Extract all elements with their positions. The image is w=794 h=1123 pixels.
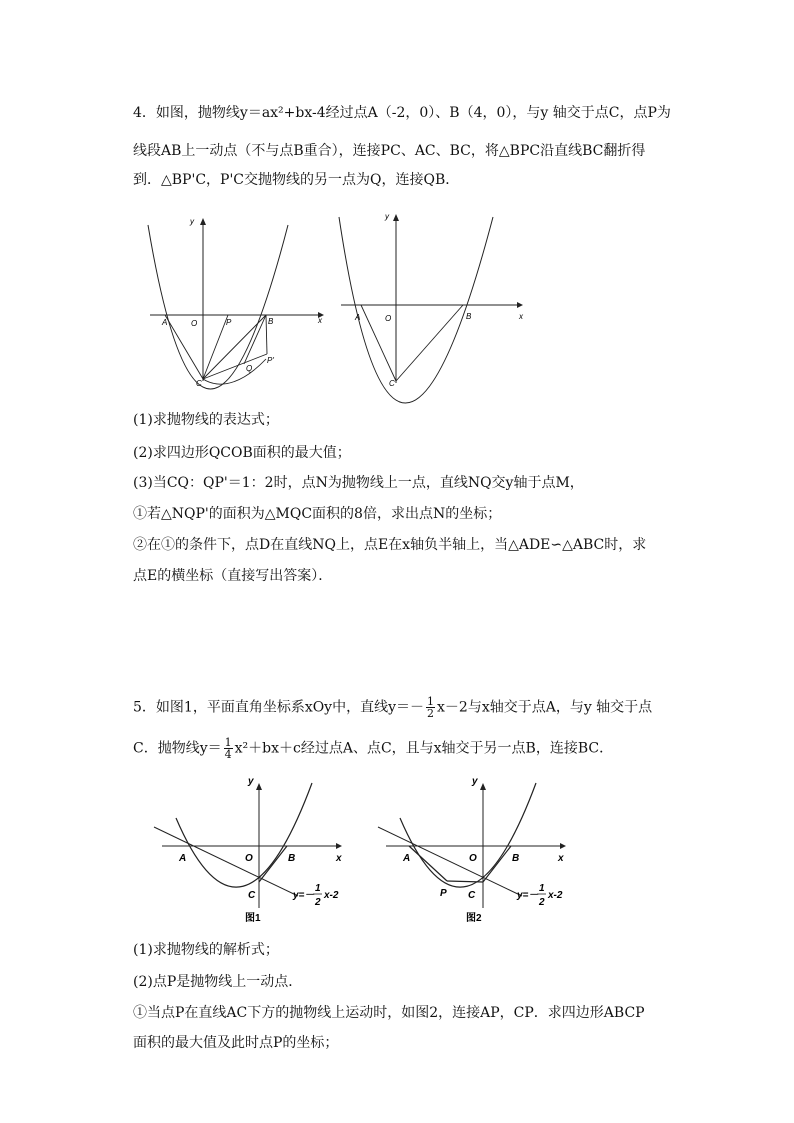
segment-AC — [165, 315, 203, 379]
label-C: C — [196, 379, 202, 388]
q5-line-1 — [133, 696, 652, 719]
figure-2-caption: 图2 — [466, 913, 482, 924]
q4-sub-2: (2)求四边形QCOB面积的最大值； — [133, 445, 351, 461]
line-equation-b: x-2 — [324, 890, 339, 901]
y-axis-arrow — [256, 783, 262, 790]
y-axis-arrow — [480, 783, 486, 790]
line-equation-den: 2 — [539, 897, 545, 908]
parabola — [339, 217, 493, 403]
label-B: B — [512, 853, 520, 864]
label-P: P — [440, 888, 447, 899]
line-equation-a: y=－ — [293, 890, 315, 901]
q5-sub-2a-line-2: 面积的最大值及此时点P的坐标； — [133, 1035, 339, 1051]
q5-sub-2: (2)点P是抛物线上一动点． — [133, 974, 303, 990]
label-O: O — [469, 853, 477, 864]
fraction-den: 4 — [224, 748, 232, 761]
label-C: C — [248, 890, 256, 901]
label-C: C — [468, 890, 476, 901]
line-equation-b: x-2 — [548, 890, 563, 901]
segment-CP-prime — [203, 354, 267, 379]
fraction-num: 1 — [427, 695, 435, 708]
figure-1-caption: 图1 — [245, 913, 261, 924]
q4-sub-1: (1)求抛物线的表达式； — [133, 412, 279, 428]
label-O: O — [191, 319, 198, 328]
label-Q: Q — [246, 364, 253, 373]
q5-sub-2a-line-1: ①当点P在直线AC下方的抛物线上运动时，如图2，连接AP，CP．求四边形ABCP — [133, 1005, 645, 1021]
label-A: A — [179, 853, 187, 864]
q5-figure-1 — [150, 778, 360, 928]
q4-sub-3b-line-2: 点E的横坐标（直接写出答案）． — [133, 568, 333, 584]
label-B: B — [466, 312, 472, 321]
y-axis-arrow — [393, 214, 399, 221]
label-x: x — [318, 316, 322, 325]
q5-sub-1: (1)求抛物线的解析式； — [133, 942, 279, 958]
q5-figure-2 — [374, 778, 584, 928]
label-A: A — [403, 853, 411, 864]
fraction-half — [426, 696, 435, 719]
q4-line-3: 到．△BP'C，P'C交抛物线的另一点为Q，连接QB． — [133, 172, 460, 188]
line-equation-a: y=－ — [517, 890, 539, 901]
label-y: y — [385, 212, 389, 221]
segment-BP-prime — [266, 315, 267, 354]
fraction-den: 2 — [427, 707, 435, 720]
q4-figure-left — [140, 213, 330, 398]
label-B: B — [288, 853, 296, 864]
label-A: A — [355, 313, 361, 322]
label-y: y — [248, 776, 254, 787]
q5-line-2-b: x²＋bx＋c经过点A、点C，且与x轴交于另一点B，连接BC． — [234, 740, 614, 757]
x-axis-arrow — [336, 843, 342, 849]
q5-line-1-a: 5．如图1，平面直角坐标系xOy中，直线y＝－ — [133, 699, 425, 716]
fraction-quarter — [224, 737, 233, 760]
q4-sub-3a: ①若△NQP'的面积为△MQC面积的8倍，求出点N的坐标； — [133, 506, 502, 522]
line-equation-num: 1 — [539, 883, 545, 894]
y-axis-arrow — [200, 218, 206, 225]
parabola — [400, 783, 536, 887]
q5-line-2 — [133, 737, 613, 760]
label-B: B — [268, 317, 274, 326]
q4-sub-3b-line-1: ②在①的条件下，点D在直线NQ上，点E在x轴负半轴上，当△ADE∽△ABC时，求 — [133, 537, 647, 553]
q4-sub-3: (3)当CQ：QP'＝1：2时，点N为抛物线上一点，直线NQ交y轴于点M， — [133, 475, 584, 491]
line-equation-num: 1 — [315, 883, 321, 894]
label-x: x — [336, 853, 342, 864]
label-P: P — [226, 318, 232, 327]
label-x: x — [558, 853, 564, 864]
label-y: y — [190, 217, 194, 226]
segment-BC — [483, 846, 511, 882]
fraction-num: 1 — [224, 736, 232, 749]
label-y: y — [472, 776, 478, 787]
q5-line-1-b: x－2与x轴交于点A，与y 轴交于点 — [437, 699, 653, 716]
x-axis-arrow — [560, 843, 566, 849]
label-P-prime: P' — [267, 356, 274, 365]
line-equation-den: 2 — [315, 897, 321, 908]
q4-figure-right — [333, 213, 533, 398]
label-A: A — [162, 318, 168, 327]
q4-line-2: 线段AB上一动点（不与点B重合），连接PC、AC、BC，将△BPC沿直线BC翻折得 — [133, 143, 646, 159]
label-O: O — [245, 853, 253, 864]
label-C: C — [389, 379, 395, 388]
segment-QB — [244, 315, 266, 364]
x-axis-arrow — [517, 302, 523, 308]
segment-BC — [203, 315, 266, 379]
label-O: O — [385, 314, 392, 323]
label-x: x — [519, 312, 523, 321]
q4-line-1: 4．如图，抛物线y＝ax²+bx-4经过点A（-2，0）、B（4，0），与y 轴交于点C，点P为 — [133, 105, 671, 121]
parabola — [176, 783, 312, 887]
segment-PC — [203, 315, 228, 379]
segment-BC — [259, 846, 287, 882]
q5-line-2-a: C．抛物线y＝ — [133, 740, 222, 757]
